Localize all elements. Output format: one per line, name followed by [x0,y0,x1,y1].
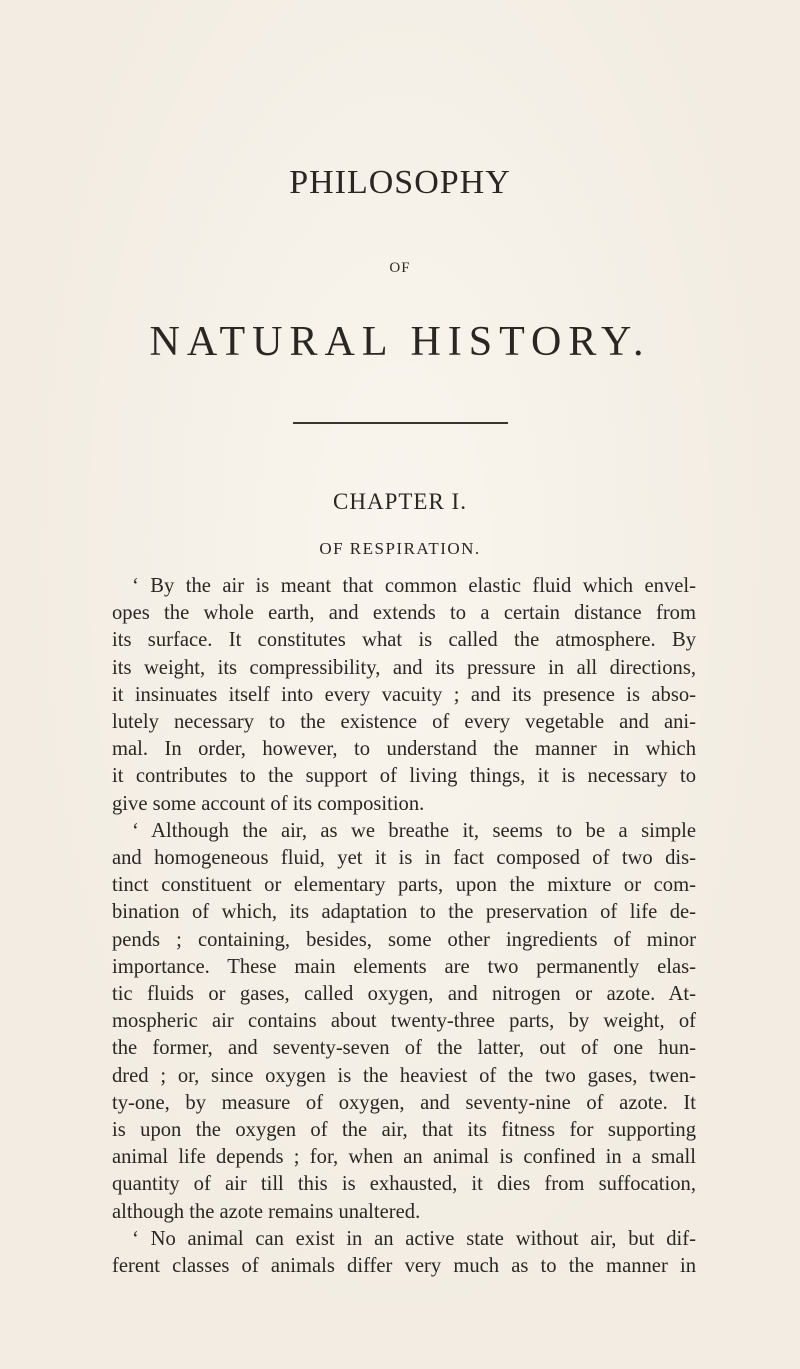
paragraph [112,573,696,818]
text-line: ‘ No animal can exist in an active state without air, but dif- [132,1227,696,1250]
text-line: lutely necessary to the existence of every vegetable and ani- [112,711,696,734]
text-line: although the azote remains unaltered. [112,1200,421,1223]
text-line: mal. In order, however, to understand the manner in which [112,738,696,761]
text-line: tic fluids or gases, called oxygen, and nitrogen or azote. At- [112,983,696,1006]
chapter-heading: CHAPTER I. [333,489,467,514]
text-line: importance. These main elements are two permanently elas- [112,955,696,978]
text-line: ‘ By the air is meant that common elastic fluid which envel- [132,575,696,597]
text-line: its surface. It constitutes what is called the atmosphere. By [112,629,696,652]
text-line: quantity of air till this is exhausted, it dies from suffocation, [112,1173,696,1196]
text-line: is upon the oxygen of the air, that its fitness for supporting [112,1119,696,1142]
text-line: opes the whole earth, and extends to a certain distance from [112,602,696,625]
text-line: ‘ Although the air, as we breathe it, seems to be a simple [132,819,696,842]
text-line: and homogeneous fluid, yet it is in fact composed of two dis- [112,847,696,870]
text-line: ty-one, by measure of oxygen, and seventy-nine of azote. It [112,1091,696,1114]
text-line: pends ; containing, besides, some other ingredients of minor [112,928,696,951]
text-line: it contributes to the support of living things, it is necessary to [112,765,696,788]
paragraph [112,818,696,1226]
text-line: give some account of its composition. [112,792,425,815]
title-philosophy: PHILOSOPHY [289,164,511,201]
text-line: animal life depends ; for, when an animal is confined in a small [112,1146,696,1169]
text-line: tinct constituent or elementary parts, upon the mixture or com- [112,874,696,897]
body-text [112,573,696,1280]
section-heading: OF RESPIRATION. [319,539,481,558]
title-natural-history: NATURAL HISTORY. [149,319,651,365]
text-line: it insinuates itself into every vacuity ; and its presence is abso- [112,683,696,706]
text-line: ferent classes of animals differ very much as to the manner in [112,1255,696,1278]
text-line: mospheric air contains about twenty-three parts, by weight, of [112,1010,696,1033]
paragraph [112,1226,696,1280]
title-of: OF [389,260,411,276]
text-line: its weight, its compressibility, and its pressure in all directions, [112,656,696,679]
text-line: bination of which, its adaptation to the preservation of life de- [112,901,696,924]
title-rule-divider [293,422,508,424]
text-line: dred ; or, since oxygen is the heaviest of the two gases, twen- [112,1064,696,1087]
text-line: the former, and seventy-seven of the latter, out of one hun- [112,1037,696,1060]
